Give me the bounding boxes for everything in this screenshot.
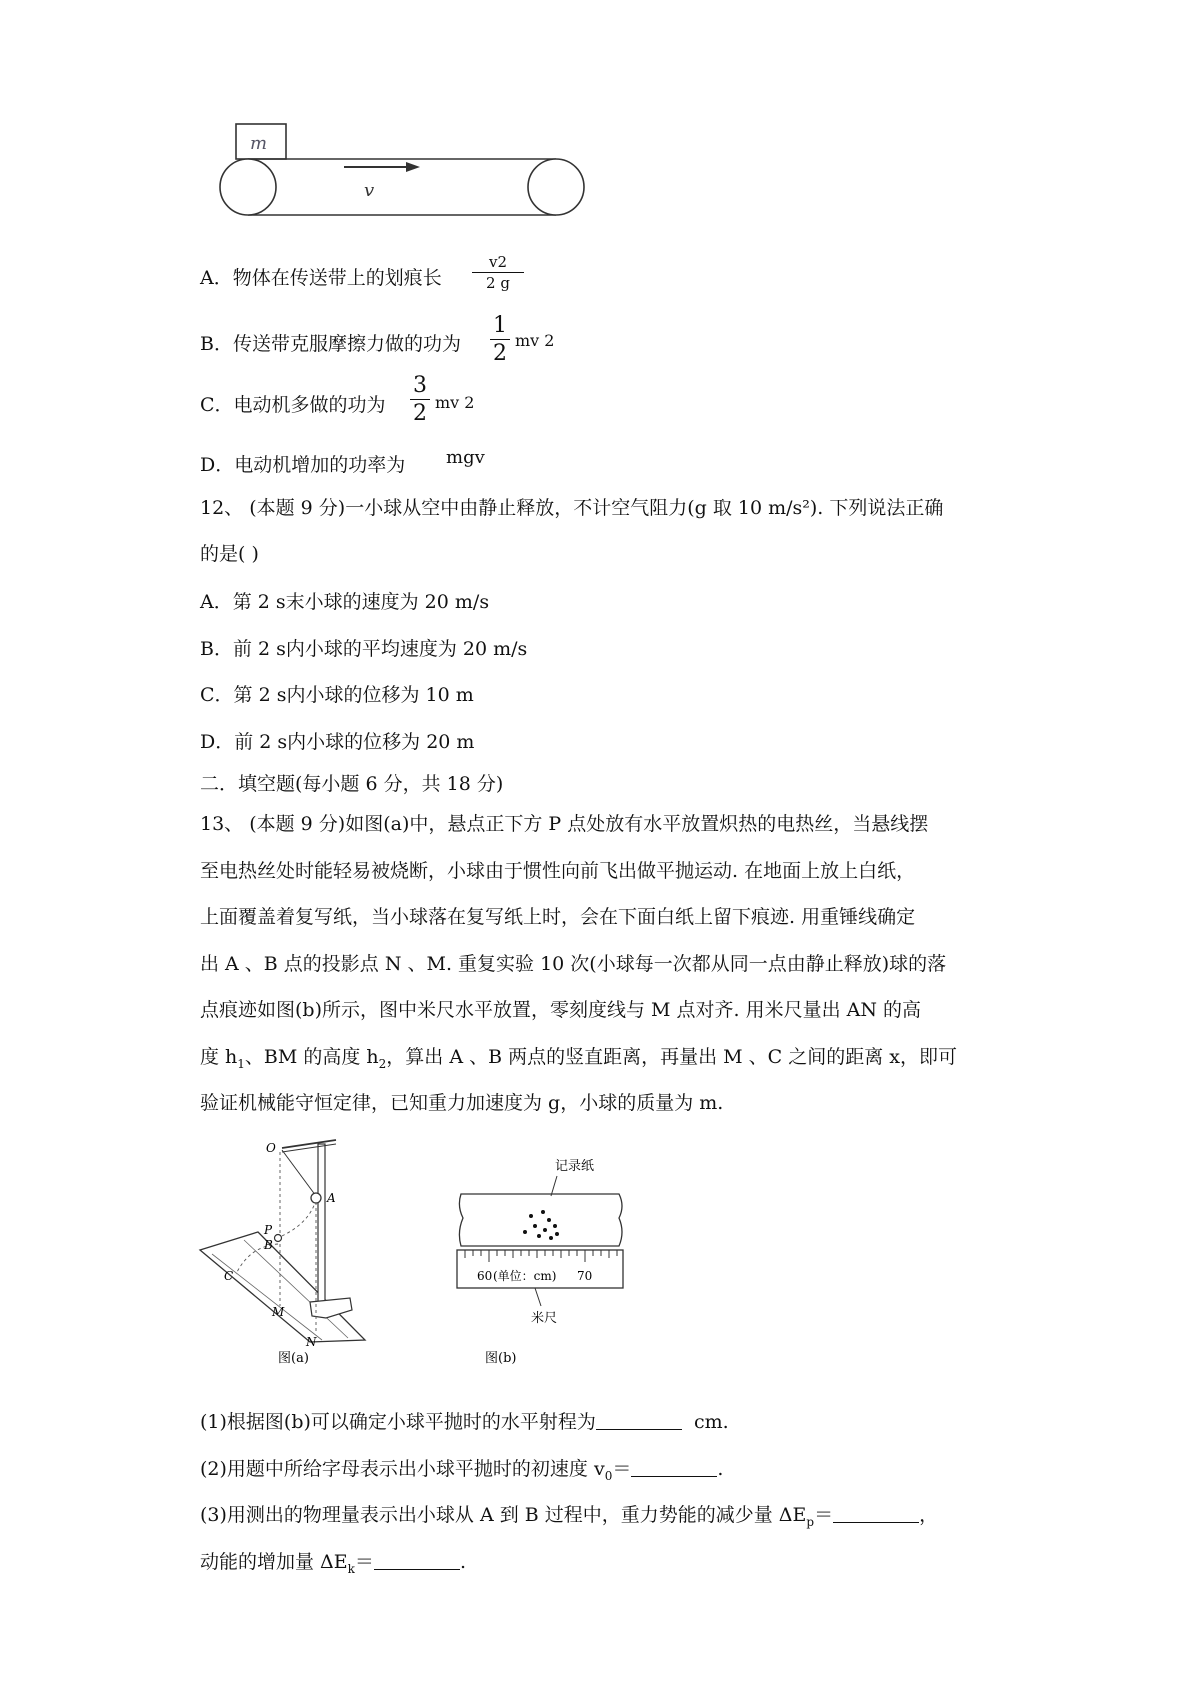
q11-option-c-tail: mv 2: [435, 393, 475, 412]
section-2-heading: 二．填空题(每小题 6 分，共 18 分): [200, 773, 504, 795]
q13-line4: 出 A 、B 点的投影点 N 、M. 重复实验 10 次(小球每一次都从同一点由静止释放)球的落: [200, 953, 947, 975]
q11-option-c-text: C．电动机多做的功为: [200, 394, 386, 416]
q11-option-c-fraction: 3 2: [410, 372, 430, 427]
q13-line5: 点痕迹如图(b)所示，图中米尺水平放置，零刻度线与 M 点对齐. 用米尺量出 AN 的高: [200, 999, 922, 1021]
q13-line7: 验证机械能守恒定律，已知重力加速度为 g，小球的质量为 m.: [200, 1092, 724, 1114]
label-n: N: [306, 1335, 317, 1349]
ruler-tick-70: 70: [577, 1269, 593, 1283]
ruler-unit-label: (单位：cm): [493, 1269, 557, 1283]
q11-option-c: [200, 393, 386, 417]
q13-line1: 13、 (本题 9 分)如图(a)中，悬点正下方 P 点处放有水平放置炽热的电热丝，当悬线摆: [200, 813, 929, 835]
q12-stem-line2: 的是( ): [200, 543, 259, 565]
heating-wire-p: [275, 1235, 282, 1242]
q12-option-c: C．第 2 s内小球的位移为 10 m: [200, 684, 474, 706]
q12-option-b: B．前 2 s内小球的平均速度为 20 m/s: [200, 638, 528, 660]
q12-stem-line1: 12、 (本题 9 分)一小球从空中由静止释放，不计空气阻力(g 取 10 m/s²). 下列说法正确: [200, 497, 944, 519]
ground-paper: [200, 1232, 365, 1342]
q13-line2: 至电热丝处时能轻易被烧断，小球由于惯性向前飞出做平抛运动. 在地面上放上白纸，: [200, 860, 916, 882]
fraction-denominator: 2 g: [486, 274, 510, 292]
block-m-label: m: [250, 133, 268, 154]
answer-blank-4[interactable]: [374, 1553, 460, 1570]
answer-blank-1[interactable]: [596, 1413, 682, 1430]
figure-b-ruler-record: [455, 1146, 645, 1366]
q13-line3: 上面覆盖着复写纸，当小球落在复写纸上时，会在下面白纸上留下痕迹. 用重锤线确定: [200, 906, 916, 928]
q11-option-a-fraction: [472, 252, 524, 293]
stand-pole: [318, 1144, 325, 1304]
q13-line6: 度 $h_1$、BM 的高度 $h_2$，算出 A 、B 两点的竖直距离，再量出 M 、C 之间的距离 x，即可: [200, 1046, 957, 1071]
q13-sub1: (1)根据图(b)可以确定小球平抛时的水平射程为 cm.: [200, 1411, 729, 1433]
q11-option-a-text: A．物体在传送带上的划痕长: [200, 267, 442, 289]
figure-a-pendulum-apparatus: [200, 1134, 390, 1364]
q11-option-b-tail: mv 2: [515, 331, 555, 350]
q13-sub3: (3)用测出的物理量表示出小球从 A 到 B 过程中，重力势能的减少量 $\Delta E_p=$ ，: [200, 1504, 939, 1529]
right-pulley: [528, 159, 584, 215]
answer-blank-3[interactable]: [833, 1506, 919, 1523]
label-a: A: [327, 1191, 336, 1205]
fraction-numerator: v2: [488, 253, 508, 271]
label-p: P: [264, 1223, 273, 1237]
left-pulley: [220, 159, 276, 215]
conveyor-belt-figure: [212, 118, 592, 226]
q12-option-d: D．前 2 s内小球的位移为 20 m: [200, 731, 475, 753]
ball-a: [311, 1193, 321, 1203]
figure-a-caption: 图(a): [278, 1351, 309, 1366]
q11-option-d-tail: mgv: [446, 447, 485, 468]
ruler-tick-60: 60: [477, 1269, 493, 1283]
label-o: O: [266, 1141, 276, 1155]
velocity-label: v: [364, 180, 375, 201]
q11-option-d-text: D．电动机增加的功率为: [200, 454, 406, 476]
record-paper-label: 记录纸: [555, 1159, 595, 1174]
ruler-label: 米尺: [531, 1311, 558, 1326]
velocity-arrow: [344, 162, 420, 172]
q11-option-a: [200, 266, 442, 290]
label-b: B: [264, 1238, 273, 1252]
figure-b-caption: 图(b): [485, 1351, 517, 1366]
q13-sub3-cont: 动能的增加量 $\Delta E_k=$ .: [200, 1551, 466, 1576]
q11-option-d: [200, 453, 405, 477]
record-paper: [459, 1194, 622, 1246]
q11-option-b-fraction: 1 2: [490, 312, 510, 367]
label-c: C: [224, 1269, 234, 1283]
label-m: M: [272, 1305, 285, 1319]
q11-option-b: [200, 332, 461, 356]
q11-option-b-text: B．传送带克服摩擦力做的功为: [200, 333, 461, 355]
answer-blank-2[interactable]: [631, 1460, 717, 1477]
q13-sub2: (2)用题中所给字母表示出小球平抛时的初速度 $v_0=$ .: [200, 1458, 724, 1483]
q12-option-a: A．第 2 s末小球的速度为 20 m/s: [200, 591, 490, 613]
